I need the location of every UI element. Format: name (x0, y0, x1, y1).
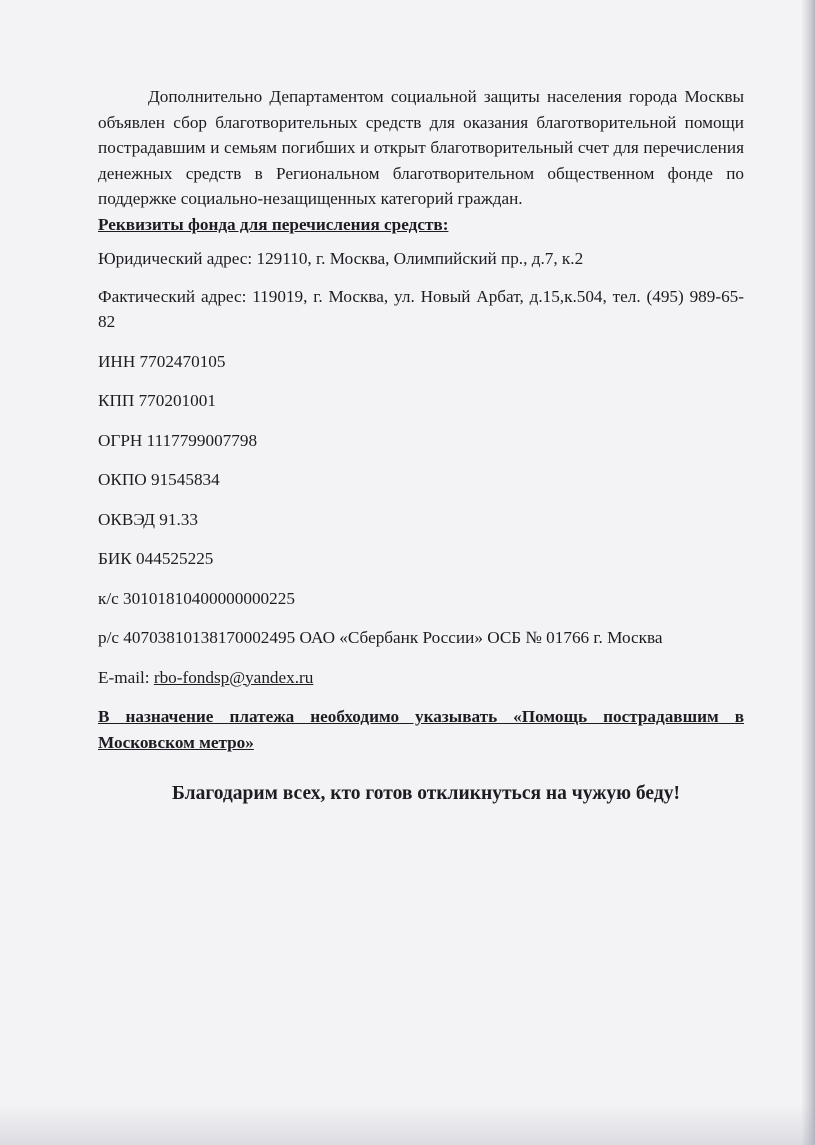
email-line (98, 665, 744, 691)
scan-shadow-right (801, 0, 815, 1145)
okpo-line: ОКПО 91545834 (98, 470, 220, 489)
email-label: E-mail: (98, 667, 154, 687)
requisites-heading: Реквизиты фонда для перечисления средств: (98, 214, 449, 234)
scan-shadow-bottom (0, 1105, 815, 1145)
okved-line: ОКВЭД 91.33 (98, 509, 198, 529)
inn-line: ИНН 7702470105 (98, 351, 226, 371)
email-link[interactable]: rbo-fondsp@yandex.ru (153, 667, 314, 687)
payment-purpose: В назначение платежа необходимо указывать «Помощь пострадавшим в Московском метро» (98, 707, 744, 752)
legal-address: Юридический адрес: 129110, г. Москва, Олимпийский пр., д.7, к.2 (98, 249, 584, 268)
document-page (98, 84, 744, 807)
kpp-line: КПП 770201001 (98, 391, 216, 410)
corr-account-line: к/с 30101810400000000225 (98, 588, 295, 608)
intro-paragraph: Дополнительно Департаментом социальной защиты населения города Москвы объявлен сбор благотворительных средств для оказания благотворительной помощи пострадавшим и семьям погибших и открыт благотворительный счет для перечисления денежных средств в Региональном благотворительном общественном фонде по поддержке социально-незащищенных категорий граждан. (98, 87, 744, 208)
thanks-line: Благодарим всех, кто готов откликнуться на чужую беду! (172, 783, 680, 804)
settlement-account-line: р/с 40703810138170002495 ОАО «Сбербанк России» ОСБ № 01766 г. Москва (98, 628, 663, 647)
actual-address: Фактический адрес: 119019, г. Москва, ул. Новый Арбат, д.15,к.504, тел. (495) 989-65-82 (98, 286, 744, 331)
bik-line: БИК 044525225 (98, 549, 214, 568)
ogrn-line: ОГРН 1117799007798 (98, 430, 258, 450)
